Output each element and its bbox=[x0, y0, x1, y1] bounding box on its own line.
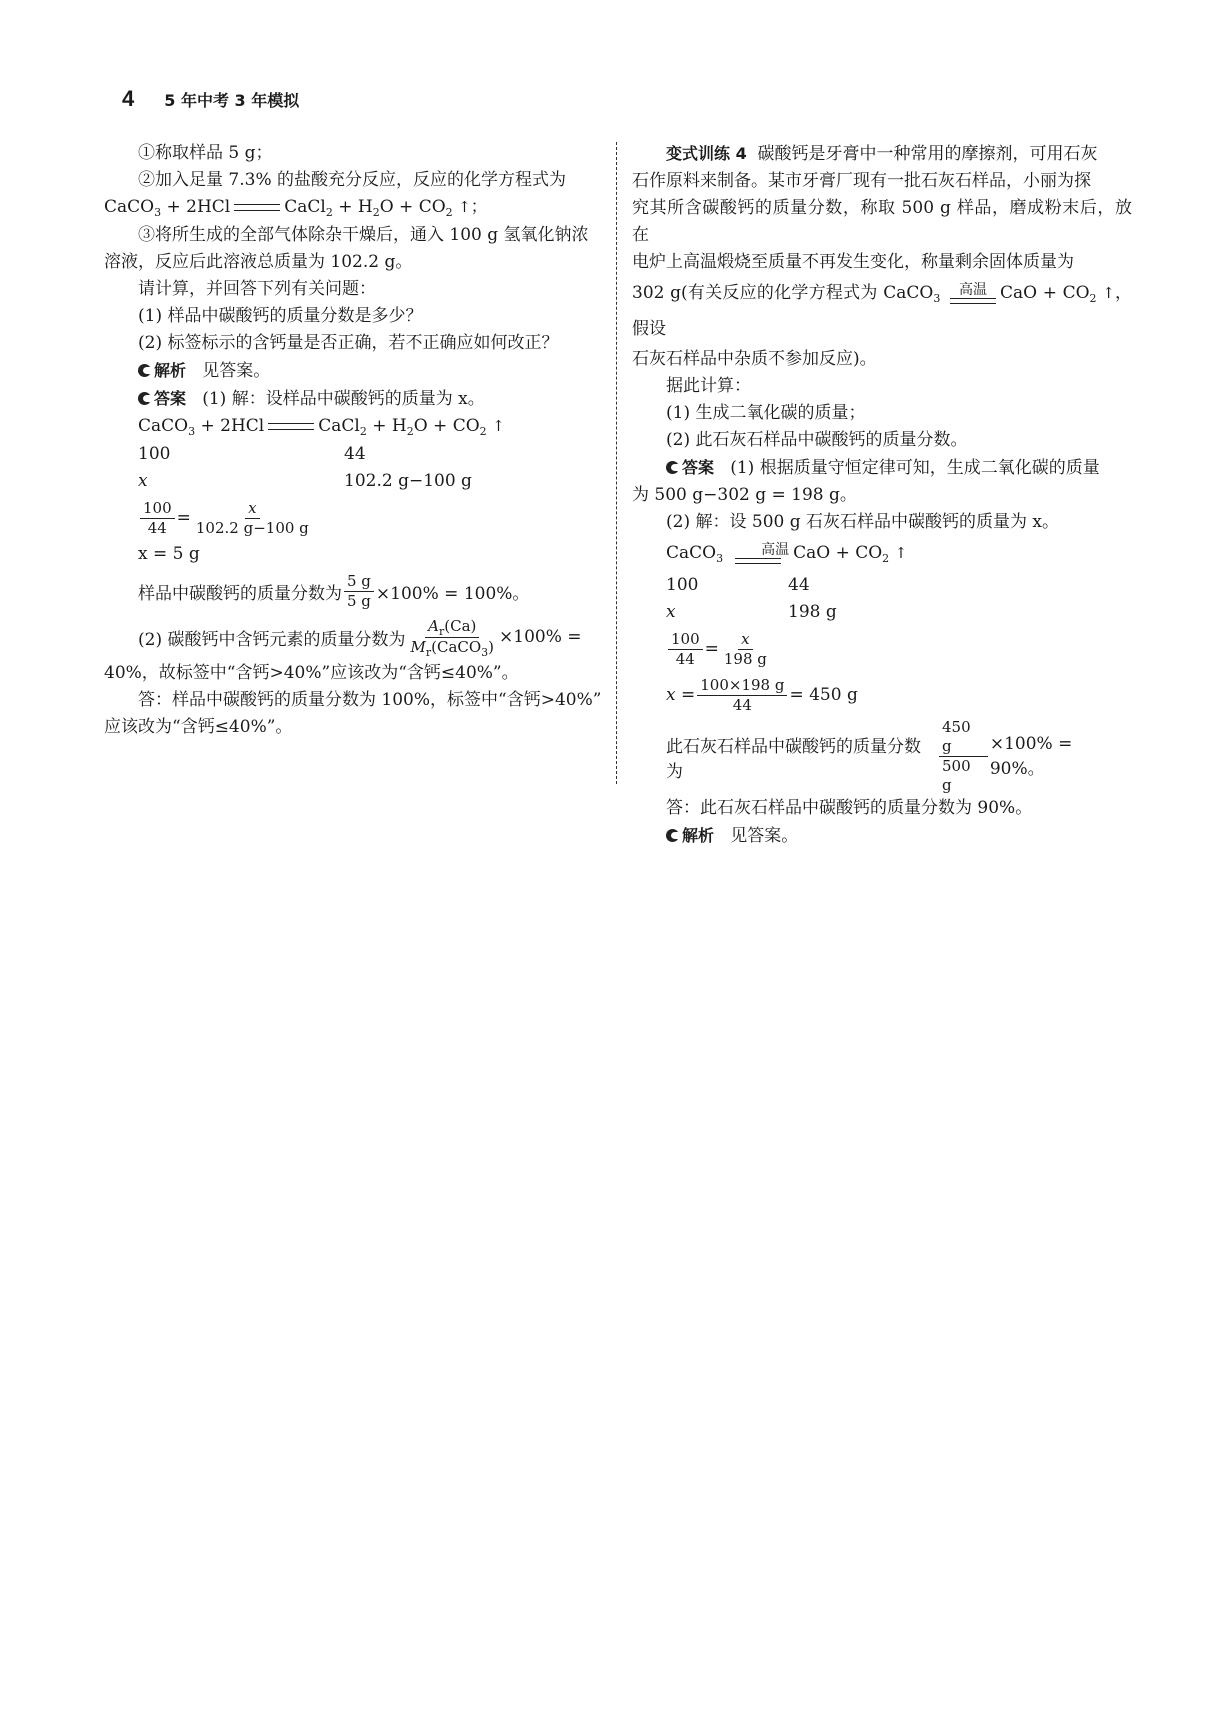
exercise-title: 变式训练 4 bbox=[666, 144, 747, 163]
page-number: 4 bbox=[122, 86, 135, 111]
step-2: ②加入足量 7.3% 的盐酸充分反应，反应的化学方程式为 bbox=[138, 170, 566, 190]
mass-row-2 bbox=[104, 468, 602, 495]
equation-hcl: CaCO$_3$ + 2HCl CaCl$_2$ + $H_2O + CO_2$ ↑； bbox=[104, 197, 488, 219]
percentage-line: 样品中碳酸钙的质量分数为 $\frac{5 g}{5 g}$ ×100% = 100%。 bbox=[138, 571, 530, 610]
ratio-fraction-right: $\frac{x}{198 g}$ bbox=[723, 629, 767, 668]
x-result: x = 5 g bbox=[138, 544, 200, 564]
calcium-fraction: $\frac{A_r(Ca)}{M_r(CaCO_3)}$ bbox=[410, 616, 495, 659]
question-2: (2) 标签标示的含钙量是否正确，若不正确应如何改正？ bbox=[138, 333, 559, 353]
step-1: ①称取样品 5 g； bbox=[138, 143, 273, 163]
answer-intro: (1) 解：设样品中碳酸钙的质量为 x。 bbox=[202, 389, 485, 409]
mass-caco3: 100 bbox=[138, 444, 171, 464]
column-divider bbox=[616, 142, 617, 784]
exercise-text-3: 究其所含碳酸钙的质量分数，称取 500 g 样品，磨成粉末后，放在 bbox=[632, 198, 1132, 245]
answer-set-x: (2) 解：设 500 g 石灰石样品中碳酸钙的质量为 x。 bbox=[666, 512, 1060, 532]
ratio-fraction-left: $\frac{100}{44}$ bbox=[140, 499, 175, 538]
analysis-label: 解析 bbox=[154, 361, 187, 380]
tag-icon bbox=[138, 364, 151, 377]
question-1: (1) 样品中碳酸钙的质量分数是多少？ bbox=[138, 306, 423, 326]
exercise-text-4: 电炉上高温煅烧至质量不再发生变化，称量剩余固体质量为 bbox=[632, 252, 1074, 272]
percentage-fraction: $\frac{5 g}{5 g}$ bbox=[344, 572, 374, 611]
analysis-text: 见答案。 bbox=[202, 361, 271, 381]
percentage-line: 此石灰石样品中碳酸钙的质量分数为 $\frac{450 g}{500 g}$ ×100% = 90%。 bbox=[666, 718, 1073, 794]
exercise-intro: 变式训练 4 碳酸钙是牙膏中一种常用的摩擦剂，可用石灰 bbox=[666, 144, 1098, 164]
x-calc-line: x = $\frac{100\times 198 g}{44}$ = 450 g bbox=[666, 675, 858, 714]
exercise-q2: (2) 此石灰石样品中碳酸钙的质量分数。 bbox=[666, 430, 968, 450]
equation-hcl-2: CaCO$_3$ + 2HCl CaCl$_2$ + $H_2O + CO_2$ ↑ bbox=[138, 416, 505, 438]
ask-text: 请计算，并回答下列有关问题： bbox=[138, 279, 376, 299]
answer-co2: 为 500 g−302 g = 198 g。 bbox=[632, 485, 857, 505]
answer-label: 答案 bbox=[682, 458, 715, 477]
final-answer: 答：此石灰石样品中碳酸钙的质量分数为 90%。 bbox=[666, 798, 1033, 818]
calcium-fraction-line: (2) 碳酸钙中含钙元素的质量分数为 $\frac{A_r(Ca)}{M_r(CaCO_3)}$ ×100% = bbox=[138, 616, 582, 659]
analysis-line bbox=[104, 357, 602, 385]
book-title: 5 年中考 3 年模拟 bbox=[164, 91, 300, 110]
ratio-line: $\frac{100}{44}$ = $\frac{x}{198 g}$ bbox=[632, 626, 1132, 672]
exercise-answer-line: 答案 (1) 根据质量守恒定律可知，生成二氧化碳的质量 bbox=[632, 454, 1132, 482]
mass-row-2: x 198 g bbox=[666, 602, 837, 622]
ratio-line: $\frac{100}{44}$ = $\frac{x}{102.2 g-100 g}$ bbox=[104, 495, 602, 541]
heat-condition: 高温 bbox=[727, 542, 789, 566]
calc-prompt: 据此计算： bbox=[666, 376, 751, 396]
final-answer-1: 答：样品中碳酸钙的质量分数为 100%，标签中“含钙>40%” bbox=[138, 690, 602, 710]
mass-row-1: 100 44 bbox=[666, 575, 810, 595]
mass-co2: 44 bbox=[344, 444, 366, 464]
exercise-equation-line: 302 g(有关反应的化学方程式为 CaCO$_3$ 高温 CaO + $CO_2$ ↑，假设 bbox=[632, 281, 1133, 339]
mass-row-1 bbox=[104, 441, 602, 468]
tag-icon bbox=[666, 461, 679, 474]
percentage-fraction: $\frac{450 g}{500 g}$ bbox=[939, 718, 988, 795]
right-column bbox=[632, 140, 1132, 850]
tag-icon bbox=[138, 392, 151, 405]
analysis-label: 解析 bbox=[682, 826, 715, 845]
equation-decompose: CaCO$_3$ 高温 CaO + $CO_2$ ↑ bbox=[666, 541, 908, 565]
var-x: x bbox=[138, 471, 148, 491]
x-fraction: $\frac{100\times 198 g}{44}$ bbox=[697, 676, 787, 715]
exercise-text-2: 石作原料来制备。某市牙膏厂现有一批石灰石样品，小丽为探 bbox=[632, 171, 1091, 191]
analysis-line: 解析 见答案。 bbox=[632, 822, 1132, 850]
ratio-fraction-right: $\frac{x}{102.2 g-100 g}$ bbox=[195, 498, 309, 537]
step-3: ③将所生成的全部气体除杂干燥后，通入 100 g 氢氧化钠浓 bbox=[138, 225, 589, 245]
answer-line bbox=[104, 385, 602, 413]
page-header bbox=[122, 86, 299, 112]
calcium-conclusion: 40%，故标签中“含钙>40%”应该改为“含钙≤40%”。 bbox=[104, 663, 519, 683]
ratio-fraction-left: $\frac{100}{44}$ bbox=[668, 630, 703, 669]
answer-label: 答案 bbox=[154, 389, 187, 408]
final-answer-2: 应该改为“含钙≤40%”。 bbox=[104, 717, 293, 737]
exercise-text-6: 石灰石样品中杂质不参加反应)。 bbox=[632, 349, 877, 369]
tag-icon bbox=[666, 829, 679, 842]
exercise-q1: (1) 生成二氧化碳的质量； bbox=[666, 403, 866, 423]
left-column bbox=[104, 140, 602, 741]
heat-condition: 高温 bbox=[950, 282, 996, 306]
co2-actual: 102.2 g−100 g bbox=[344, 471, 472, 491]
step-3-cont: 溶液，反应后此溶液总质量为 102.2 g。 bbox=[104, 252, 413, 272]
